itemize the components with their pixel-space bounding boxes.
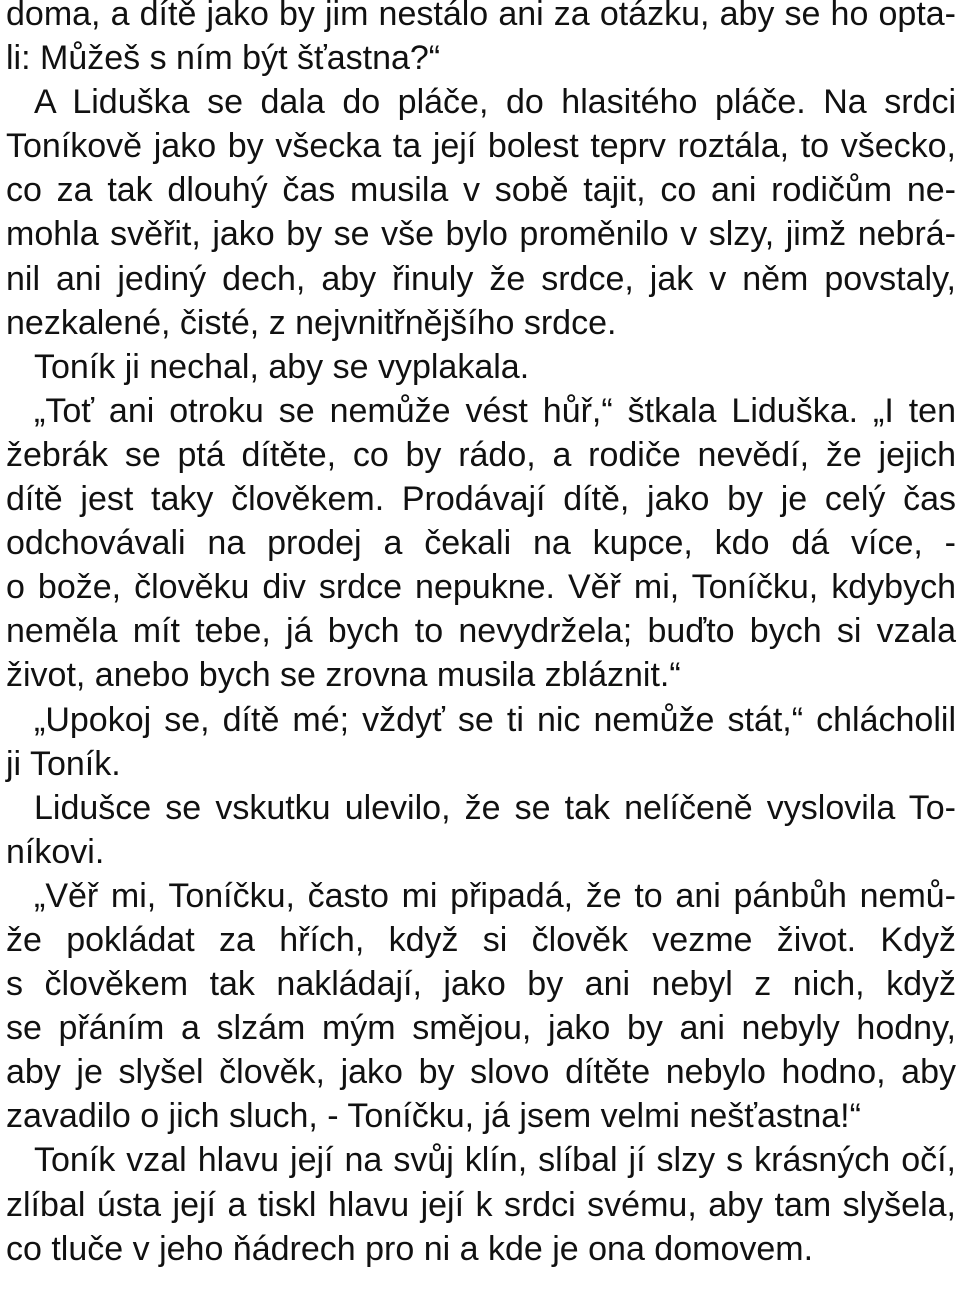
text-line-14: o bože, člověku div srdce nepukne. Věř mi, Toníčku, kdybych — [6, 568, 956, 607]
text-line-21: „Věř mi, Toníčku, často mi připadá, že to ani pánbůh nemů- — [34, 876, 956, 915]
text-line-9: Toník ji nechal, aby se vyplakala. — [34, 347, 530, 386]
text-line-24: se přáním a slzám mým smějou, jako by ani nebyly hodny, — [6, 1009, 956, 1048]
text-line-15: neměla mít tebe, já bych to nevydržela; buďto bych si vzala — [6, 612, 956, 651]
text-line-23: s člověkem tak nakládají, jako by ani nebyl z nich, když — [6, 965, 956, 1004]
text-line-12: dítě jest taky člověkem. Prodávají dítě, jako by je celý čas — [6, 480, 956, 519]
text-line-13: odchovávali na prodej a čekali na kupce, kdo dá více, - — [6, 524, 956, 563]
text-line-16: život, anebo bych se zrovna musila zbláznit.“ — [6, 656, 681, 695]
text-line-6: mohla svěřit, jako by se vše bylo proměnilo v slzy, jimž nebrá- — [6, 215, 956, 254]
text-line-5: co za tak dlouhý čas musila v sobě tajit, co ani rodičům ne- — [6, 171, 956, 210]
text-line-8: nezkalené, čisté, z nejvnitřnějšího srdce. — [6, 303, 617, 342]
text-line-25: aby je slyšel člověk, jako by slovo dítěte nebylo hodno, aby — [6, 1053, 956, 1092]
text-line-2: li: Můžeš s ním být šťastna?“ — [6, 39, 441, 78]
text-line-28: zlíbal ústa její a tiskl hlavu její k srdci svému, aby tam slyšela, — [6, 1185, 956, 1224]
text-line-4: Toníkově jako by všecka ta její bolest teprv roztála, to všecko, — [6, 127, 956, 166]
text-line-1: doma, a dítě jako by jim nestálo ani za otázku, aby se ho opta- — [6, 0, 956, 33]
text-line-10: „Toť ani otroku se nemůže vést hůř,“ štkala Liduška. „I ten — [34, 391, 956, 430]
text-line-27: Toník vzal hlavu její na svůj klín, slíbal jí slzy s krásných očí, — [34, 1141, 956, 1180]
text-line-26: zavadilo o jich sluch, - Toníčku, já jsem velmi nešťastna!“ — [6, 1097, 861, 1136]
text-line-3: A Liduška se dala do pláče, do hlasitého pláče. Na srdci — [34, 83, 956, 122]
text-line-18: ji Toník. — [6, 744, 121, 783]
text-line-19: Lidušce se vskutku ulevilo, že se tak nelíčeně vyslovila To- — [34, 788, 956, 827]
text-line-20: níkovi. — [6, 832, 105, 871]
text-line-17: „Upokoj se, dítě mé; vždyť se ti nic nemůže stát,“ chlácholil — [34, 700, 956, 739]
text-line-11: žebrák se ptá dítěte, co by rádo, a rodiče nevědí, že jejich — [6, 435, 956, 474]
text-line-22: že pokládat za hřích, když si člověk vezme život. Když — [6, 920, 956, 959]
text-line-7: nil ani jediný dech, aby řinuly že srdce, jak v něm povstaly, — [6, 259, 956, 298]
text-line-29: co tluče v jeho ňádrech pro ni a kde je ona domovem. — [6, 1229, 814, 1268]
